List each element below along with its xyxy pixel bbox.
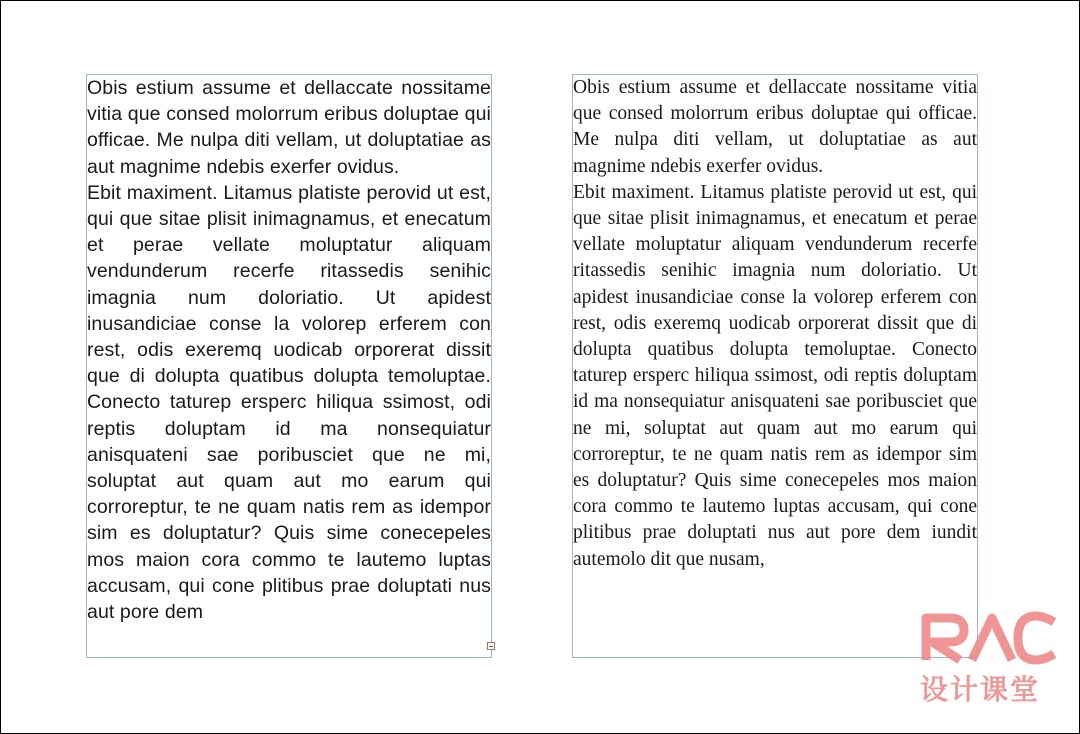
text-frame-serif[interactable]	[572, 74, 978, 658]
paragraph-1: Obis estium assume et dellaccate nossitame vitia que consed molorrum eribus doluptae qui officae. Me nulpa diti vellam, ut doluptatiae as aut magnime ndebis exerfer ovidus.	[573, 77, 977, 177]
watermark-text: 设计课堂	[920, 673, 1041, 706]
paragraph-1: Obis estium assume et dellaccate nossitame vitia que consed molorrum eribus doluptae qui officae. Me nulpa diti vellam, ut doluptatiae as aut magnime ndebis exerfer ovidus.	[87, 77, 491, 178]
overset-text-icon[interactable]	[487, 642, 495, 650]
paragraph-2: Ebit maximent. Litamus platiste perovid ut est, qui que sitae plisit inimagnamus, et enecatum et perae vellate moluptatur aliquam vendunderum recerfe ritassedis senihic imagnia num doloriatio. Ut apidest inusandiciae conse la volorep erferem con rest, odis exeremq uodicab orporerat dissit que di dolupta quatibus dolupta temoluptae. Conecto taturep ersperc hiliqua ssimost, odi reptis doluptam id ma nonsequiatur anisquateni sae poribusciet que ne mi, soluptat aut quam aut mo earum qui corroreptur, te ne quam natis rem as idempor sim es doluptatur? Quis sime conecepeles mos maion cora commo te lautemo luptas accusam, qui cone plitibus prae doluptati nus aut pore dem	[87, 181, 491, 624]
paragraph-2: Ebit maximent. Litamus platiste perovid ut est, qui que sitae plisit inimagnamus, et enecatum et perae vellate moluptatur aliquam vendunderum recerfe ritassedis senihic imagnia num doloriatio. Ut apidest inusandiciae conse la volorep erferem con rest, odis exeremq uodicab orporerat dissit que di dolupta quatibus dolupta temoluptae. Conecto taturep ersperc hiliqua ssimost, odi reptis doluptam id ma nonsequiatur anisquateni sae poribusciet que ne mi, soluptat aut quam aut mo earum qui corroreptur, te ne quam natis rem as idempor sim es doluptatur? Quis sime conecepeles mos maion cora commo te lautemo luptas accusam, qui cone plitibus prae doluptati nus aut pore dem iundit autemolo dit que nusam,	[573, 181, 977, 570]
text-frame-sans[interactable]	[86, 74, 492, 658]
